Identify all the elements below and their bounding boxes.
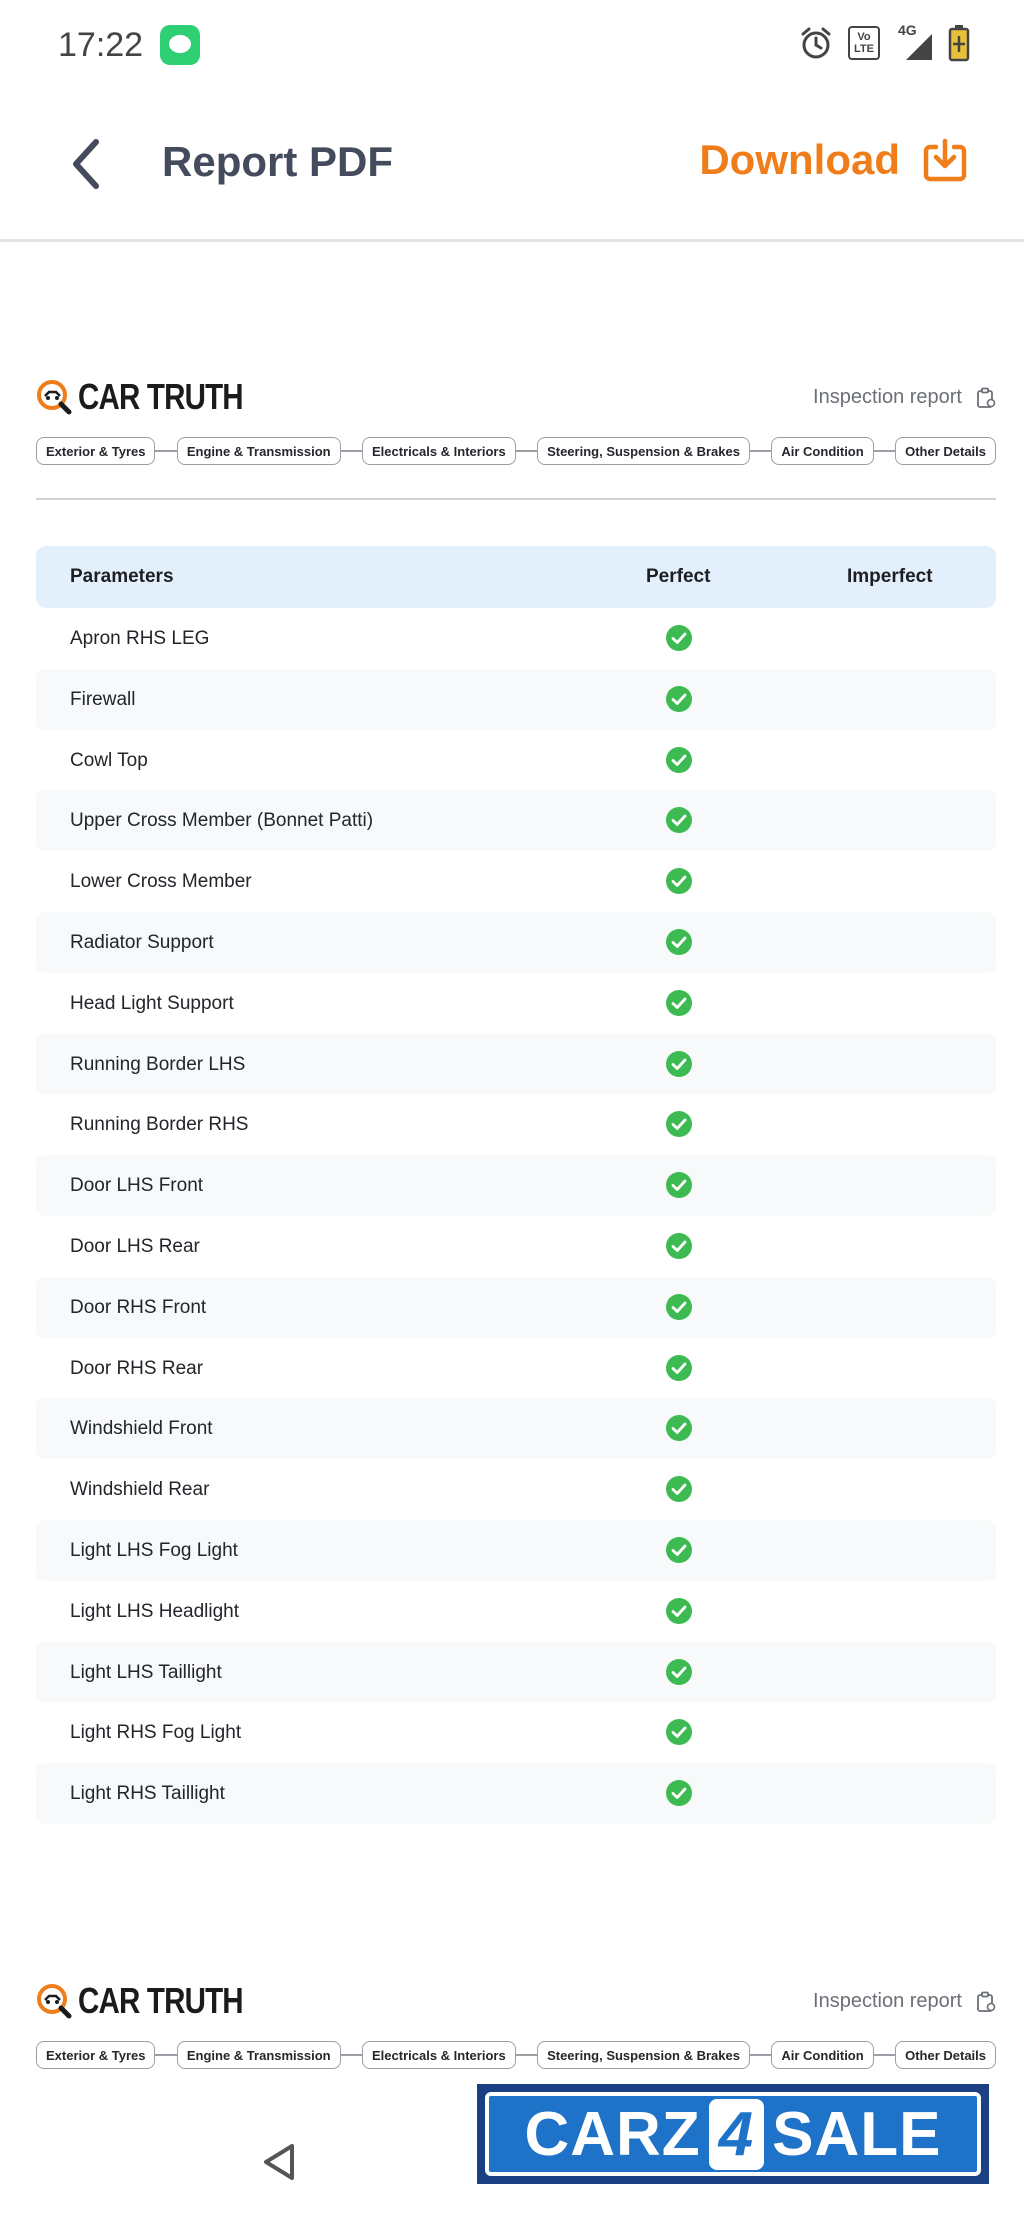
- volte-bottom-text: LTE: [854, 43, 874, 55]
- perfect-check-icon: [666, 1172, 692, 1198]
- row-parameter-label: Light RHS Fog Light: [70, 1722, 242, 1744]
- step-chip[interactable]: Electricals & Interiors: [362, 437, 516, 465]
- chevron-left-icon: [62, 134, 112, 194]
- inspection-report-label: [813, 386, 996, 409]
- perfect-check-icon: [666, 990, 692, 1016]
- step-chip[interactable]: Other Details: [895, 437, 996, 465]
- watermark-text-left: CARZ: [524, 2099, 701, 2169]
- watermark-text-right: SALE: [772, 2099, 942, 2169]
- step-chip[interactable]: Air Condition: [771, 437, 873, 465]
- row-parameter-label: Light LHS Fog Light: [70, 1539, 238, 1561]
- step-connector: [155, 450, 176, 452]
- row-parameter-label: Radiator Support: [70, 931, 214, 953]
- row-parameter-label: Door LHS Rear: [70, 1235, 200, 1257]
- table-row: [36, 790, 996, 851]
- step-connector: [341, 450, 362, 452]
- car-truth-logo-icon: [36, 379, 72, 415]
- network-type: 4G: [898, 22, 917, 38]
- row-parameter-label: Head Light Support: [70, 992, 234, 1014]
- perfect-check-icon: [666, 686, 692, 712]
- perfect-check-icon: [666, 747, 692, 773]
- perfect-check-icon: [666, 625, 692, 651]
- page-title: Report PDF: [162, 138, 393, 185]
- row-parameter-label: Cowl Top: [70, 749, 148, 771]
- header-perfect: Perfect: [646, 566, 711, 587]
- table-row: [36, 1581, 996, 1642]
- message-app-icon: [160, 25, 200, 65]
- step-chip[interactable]: Air Condition: [771, 2041, 873, 2069]
- row-parameter-label: Upper Cross Member (Bonnet Patti): [70, 810, 374, 832]
- download-button[interactable]: [699, 136, 968, 184]
- row-parameter-label: Door RHS Rear: [70, 1357, 204, 1379]
- perfect-check-icon: [666, 1719, 692, 1745]
- row-parameter-label: Lower Cross Member: [70, 871, 252, 893]
- brand-name: CAR TRUTH: [78, 376, 243, 417]
- volte-top-text: Vo: [857, 31, 871, 43]
- row-parameter-label: Firewall: [70, 688, 136, 710]
- header-parameters: Parameters: [70, 566, 174, 587]
- row-parameter-label: Windshield Rear: [70, 1479, 210, 1501]
- report-page-2: [36, 1980, 996, 2100]
- step-connector: [516, 2054, 537, 2056]
- inspection-report-label: [813, 1990, 996, 2013]
- step-connector: [750, 450, 771, 452]
- table-row: [36, 1702, 996, 1763]
- table-row: [36, 1642, 996, 1703]
- table-row: [36, 912, 996, 973]
- step-chip[interactable]: Electricals & Interiors: [362, 2041, 516, 2069]
- step-chip[interactable]: Steering, Suspension & Brakes: [537, 2041, 750, 2069]
- status-time: 17:22: [58, 26, 144, 64]
- table-row: [36, 730, 996, 791]
- perfect-check-icon: [666, 868, 692, 894]
- row-parameter-label: Running Border LHS: [70, 1053, 246, 1075]
- car-truth-logo-icon: [36, 1983, 72, 2019]
- perfect-check-icon: [666, 1233, 692, 1259]
- section-steps: [36, 436, 996, 466]
- step-connector: [516, 450, 537, 452]
- brand-name: CAR TRUTH: [78, 1980, 243, 2021]
- step-chip[interactable]: Exterior & Tyres: [36, 2041, 155, 2069]
- perfect-check-icon: [666, 1415, 692, 1441]
- table-row: [36, 1459, 996, 1520]
- step-connector: [155, 2054, 176, 2056]
- section-steps: [36, 2040, 996, 2070]
- perfect-check-icon: [666, 1355, 692, 1381]
- step-connector: [874, 2054, 895, 2056]
- table-row: [36, 1277, 996, 1338]
- step-chip[interactable]: Exterior & Tyres: [36, 437, 155, 465]
- table-row: [36, 1763, 996, 1824]
- table-row: [36, 1155, 996, 1216]
- alarm-icon: [798, 25, 834, 61]
- brand-logo: [36, 1980, 279, 2022]
- step-chip[interactable]: Engine & Transmission: [177, 437, 341, 465]
- battery-charging-icon: [948, 24, 970, 62]
- table-row: [36, 1216, 996, 1277]
- table-row: [36, 669, 996, 730]
- inspection-report-text: Inspection report: [813, 386, 962, 408]
- row-parameter-label: Windshield Front: [70, 1418, 213, 1440]
- download-label: Download: [699, 136, 900, 183]
- perfect-check-icon: [666, 807, 692, 833]
- carz4sale-watermark: [477, 2084, 989, 2184]
- volte-icon: [848, 26, 880, 60]
- table-row: [36, 1034, 996, 1095]
- perfect-check-icon: [666, 1111, 692, 1137]
- app-header: [0, 92, 1024, 242]
- table-row: [36, 1520, 996, 1581]
- table-body: [36, 608, 996, 1824]
- row-parameter-label: Running Border RHS: [70, 1114, 249, 1136]
- download-tray-icon: [922, 137, 968, 183]
- perfect-check-icon: [666, 1476, 692, 1502]
- table-row: [36, 1338, 996, 1399]
- header-imperfect: Imperfect: [847, 566, 933, 587]
- step-chip[interactable]: Steering, Suspension & Brakes: [537, 437, 750, 465]
- status-icons: [798, 24, 970, 62]
- perfect-check-icon: [666, 1294, 692, 1320]
- row-parameter-label: Light LHS Taillight: [70, 1661, 222, 1683]
- report-page: [36, 376, 996, 1846]
- table-row: [36, 608, 996, 669]
- perfect-check-icon: [666, 1780, 692, 1806]
- perfect-check-icon: [666, 1659, 692, 1685]
- table-row: [36, 1398, 996, 1459]
- perfect-check-icon: [666, 1598, 692, 1624]
- brand-logo: [36, 376, 279, 418]
- step-chip[interactable]: Engine & Transmission: [177, 2041, 341, 2069]
- row-parameter-label: Light RHS Taillight: [70, 1783, 225, 1805]
- nav-back-triangle-icon[interactable]: [258, 2140, 302, 2184]
- table-header: [36, 546, 996, 608]
- status-bar: [0, 0, 1024, 92]
- step-connector: [750, 2054, 771, 2056]
- inspection-report-text: Inspection report: [813, 1990, 962, 2012]
- row-parameter-label: Light LHS Headlight: [70, 1600, 239, 1622]
- step-connector: [874, 450, 895, 452]
- clipboard-icon: [976, 387, 996, 409]
- watermark-text-mid: 4: [709, 2099, 764, 2170]
- perfect-check-icon: [666, 929, 692, 955]
- step-chip[interactable]: Other Details: [895, 2041, 996, 2069]
- table-row: [36, 851, 996, 912]
- perfect-check-icon: [666, 1537, 692, 1563]
- row-parameter-label: Door RHS Front: [70, 1296, 207, 1318]
- table-row: [36, 1094, 996, 1155]
- table-row: [36, 973, 996, 1034]
- steps-divider: [36, 498, 996, 500]
- signal-4g-icon: [894, 24, 934, 62]
- row-parameter-label: Apron RHS LEG: [70, 628, 210, 649]
- perfect-check-icon: [666, 1051, 692, 1077]
- parameters-table: [36, 546, 996, 1824]
- step-connector: [341, 2054, 362, 2056]
- back-button[interactable]: [62, 134, 112, 194]
- row-parameter-label: Door LHS Front: [70, 1175, 204, 1197]
- clipboard-icon: [976, 1991, 996, 2013]
